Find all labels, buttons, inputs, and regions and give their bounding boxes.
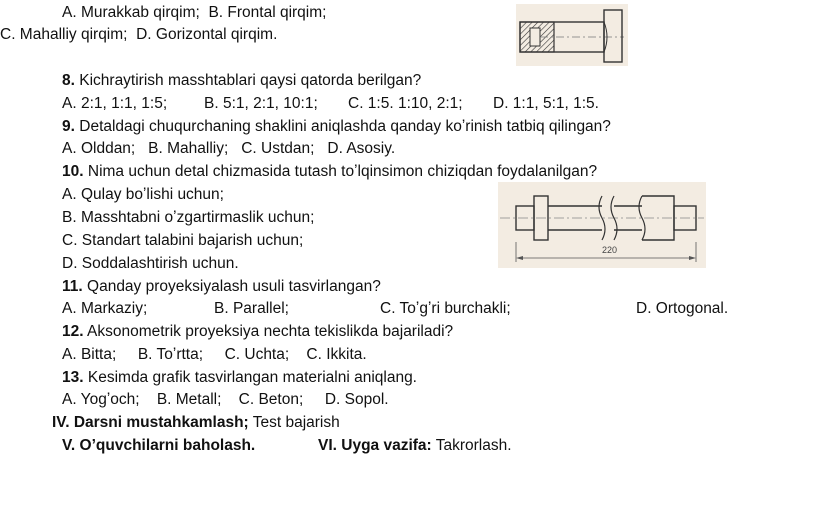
q11-number: 11. (62, 278, 83, 295)
shaft-break-drawing (498, 182, 706, 268)
q7-option-c: C. Mahalliy qirqim; (0, 26, 128, 43)
q8-option-a: A. 2:1, 1:1, 1:5; (62, 95, 168, 112)
q7-option-a: A. Murakkab qirqim; (62, 4, 200, 21)
section-vi-text: Takrorlash. (431, 437, 512, 454)
shaft-section-drawing (516, 4, 628, 66)
q7-options-row2 (0, 25, 277, 45)
q9-option-b: B. Mahalliy; (148, 140, 229, 157)
q8-option-c: C. 1:5. 1:10, 2:1; (348, 95, 463, 112)
q13-option-c: C. Beton; (238, 391, 304, 408)
q10-text: Nima uchun detal chizmasida tutash toʼlqinsimon chiziqdan foydalanilgan? (87, 163, 598, 180)
q12-text: Aksonometrik proyeksiya nechta tekislikda bajariladi? (87, 323, 454, 340)
q12-number: 12. (62, 323, 84, 340)
q9-option-d: D. Asosiy. (327, 140, 396, 157)
q11-option-c: C. Toʼgʼri burchakli; (380, 300, 511, 317)
q10-question (62, 162, 597, 182)
q13-options (62, 390, 389, 410)
q9-question (62, 117, 611, 137)
q11-question (62, 277, 381, 297)
q13-text: Kesimda grafik tasvirlangan materialni aniqlang. (87, 369, 417, 386)
q10-number: 10. (62, 163, 84, 180)
q8-text: Kichraytirish masshtablari qaysi qatorda berilgan? (79, 72, 422, 89)
q7-options-row1 (62, 3, 326, 23)
q12-options (62, 345, 367, 365)
q12-question (62, 322, 453, 342)
q10-option-c: C. Standart talabini bajarish uchun; (62, 232, 304, 249)
q10-option-b: B. Masshtabni oʼzgartirmaslik uchun; (62, 209, 315, 226)
section-iv (52, 413, 340, 433)
q9-option-a: A. Olddan; (62, 140, 136, 157)
q11-option-d: D. Ortogonal. (636, 300, 729, 317)
q9-text: Detaldagi chuqurchaning shaklini aniqlashda qanday koʼrinish tatbiq qilingan? (79, 118, 611, 135)
q12-option-b: B. Toʼrtta; (137, 346, 204, 363)
q13-number: 13. (62, 369, 84, 386)
q10-option-a: A. Qulay boʼlishi uchun; (62, 186, 224, 203)
q12-option-c: C. Uchta; (224, 346, 290, 363)
section-iv-text: Test bajarish (248, 414, 340, 431)
q9-options (62, 139, 395, 159)
q7-option-b: B. Frontal qirqim; (208, 4, 327, 21)
dimension-label: 220 (602, 245, 618, 255)
section-v-label: V. Oʼquvchilarni baholash. (62, 437, 256, 454)
q9-option-c: C. Ustdan; (241, 140, 315, 157)
q8-option-b: B. 5:1, 2:1, 10:1; (204, 95, 318, 112)
section-vi-label: VI. Uyga vazifa: (318, 437, 432, 454)
section-vi (318, 436, 512, 456)
section-iv-label: IV. Darsni mustahkamlash; (52, 414, 249, 431)
q13-question (62, 368, 417, 388)
q8-number: 8. (62, 72, 75, 89)
q7-option-d: D. Gorizontal qirqim. (136, 26, 278, 43)
q11-option-a: A. Markaziy; (62, 300, 148, 317)
q12-option-a: A. Bitta; (62, 346, 117, 363)
q13-option-d: D. Sopol. (324, 391, 389, 408)
q13-option-a: A. Yogʼoch; (62, 391, 140, 408)
q10-option-d: D. Soddalashtirish uchun. (62, 255, 239, 272)
q8-option-d: D. 1:1, 5:1, 1:5. (493, 95, 599, 112)
q11-text: Qanday proyeksiyalash usuli tasvirlangan? (87, 278, 381, 295)
q9-number: 9. (62, 118, 75, 135)
q13-option-b: B. Metall; (156, 391, 222, 408)
q11-option-b: B. Parallel; (214, 300, 289, 317)
q12-option-d: C. Ikkita. (306, 346, 367, 363)
q8-question (62, 71, 421, 91)
section-v (62, 436, 255, 456)
